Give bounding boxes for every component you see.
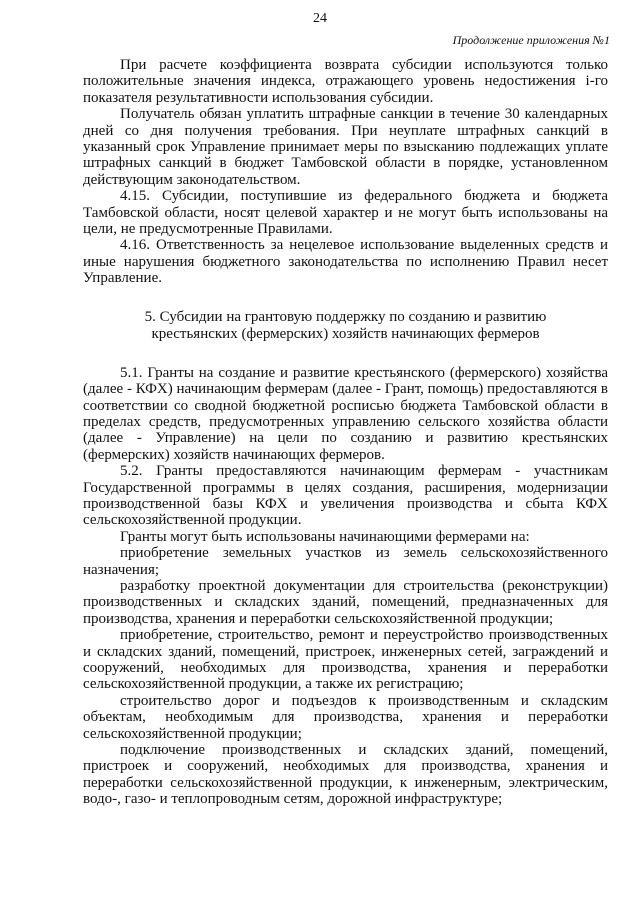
paragraph-5-1: 5.1. Гранты на создание и развитие крестьянского (фермерского) хозяйства (далее - КФХ) начинающим фермерам (далее - Грант, помощь) предоставляются в соответствии со сводной бюджетной росписью бюджета Тамбовской области в пределах средств, предусмотренных управлению сельского хозяйства области (далее - Управление) на цели по созданию и развитию крестьянских (фермерских) хозяйств начинающих фермеров.	[83, 364, 608, 463]
continuation-note: Продолжение приложения №1	[452, 33, 610, 47]
list-item-design-docs: разработку проектной документации для строительства (реконструкции) производственных и складских зданий, помещений, предназначенных для производства, хранения и переработки сельскохозяйственной продукции;	[83, 577, 608, 627]
list-item-construction: приобретение, строительство, ремонт и переустройство производственных и складских зданий, помещений, пристроек, инженерных сетей, заграждений и сооружений, необходимых для производства, хранения и переработки сельскохозяйственной продукции, а также их регистрацию;	[83, 627, 608, 693]
list-item-land: приобретение земельных участков из земель сельскохозяйственного назначения;	[83, 545, 608, 578]
body-text	[83, 57, 608, 808]
paragraph-5-2: 5.2. Гранты предоставляются начинающим фермерам - участникам Государственной программы в целях создания, расширения, модернизации производственной базы КФХ и увеличения производства и сбыта КФХ сельскохозяйственной продукции.	[83, 463, 608, 529]
paragraph-4-16: 4.16. Ответственность за нецелевое использование выделенных средств и иные нарушения бюджетного законодательства по исполнению Правил несет Управление.	[83, 237, 608, 287]
paragraph-grants-usage: Гранты могут быть использованы начинающими фермерами на:	[120, 528, 530, 545]
paragraph-4-15: 4.15. Субсидии, поступившие из федерального бюджета и бюджета Тамбовской области, носят целевой характер и не могут быть использованы на цели, не предусмотренные Правилами.	[83, 188, 608, 238]
section-5-title: 5. Субсидии на грантовую поддержку по созданию и развитию крестьянских (фермерских) хозяйств начинающих фермеров	[144, 308, 547, 342]
page-number: 24	[313, 11, 327, 26]
list-item-utilities: подключение производственных и складских зданий, помещений, пристроек и сооружений, необходимых для производства, хранения и переработки сельскохозяйственной продукции, к инженерным, электрическим, водо-, газо- и теплопроводным сетям, дорожной инфраструктуре;	[83, 742, 608, 808]
list-item-roads: строительство дорог и подъездов к производственным и складским объектам, необходимым для производства, хранения и переработки сельскохозяйственной продукции;	[83, 692, 608, 742]
paragraph-coefficient-note: При расчете коэффициента возврата субсидии используются только положительные значения индекса, отражающего уровень недостижения i-го показателя результативности использования субсидии.	[83, 57, 608, 106]
paragraph-penalty: Получатель обязан уплатить штрафные санкции в течение 30 календарных дней со дня получения требования. При неуплате штрафных санкций в указанный срок Управление принимает меры по взысканию подлежащих уплате штрафных санкций в бюджет Тамбовской области в порядке, установленном действующим законодательством.	[83, 106, 608, 188]
